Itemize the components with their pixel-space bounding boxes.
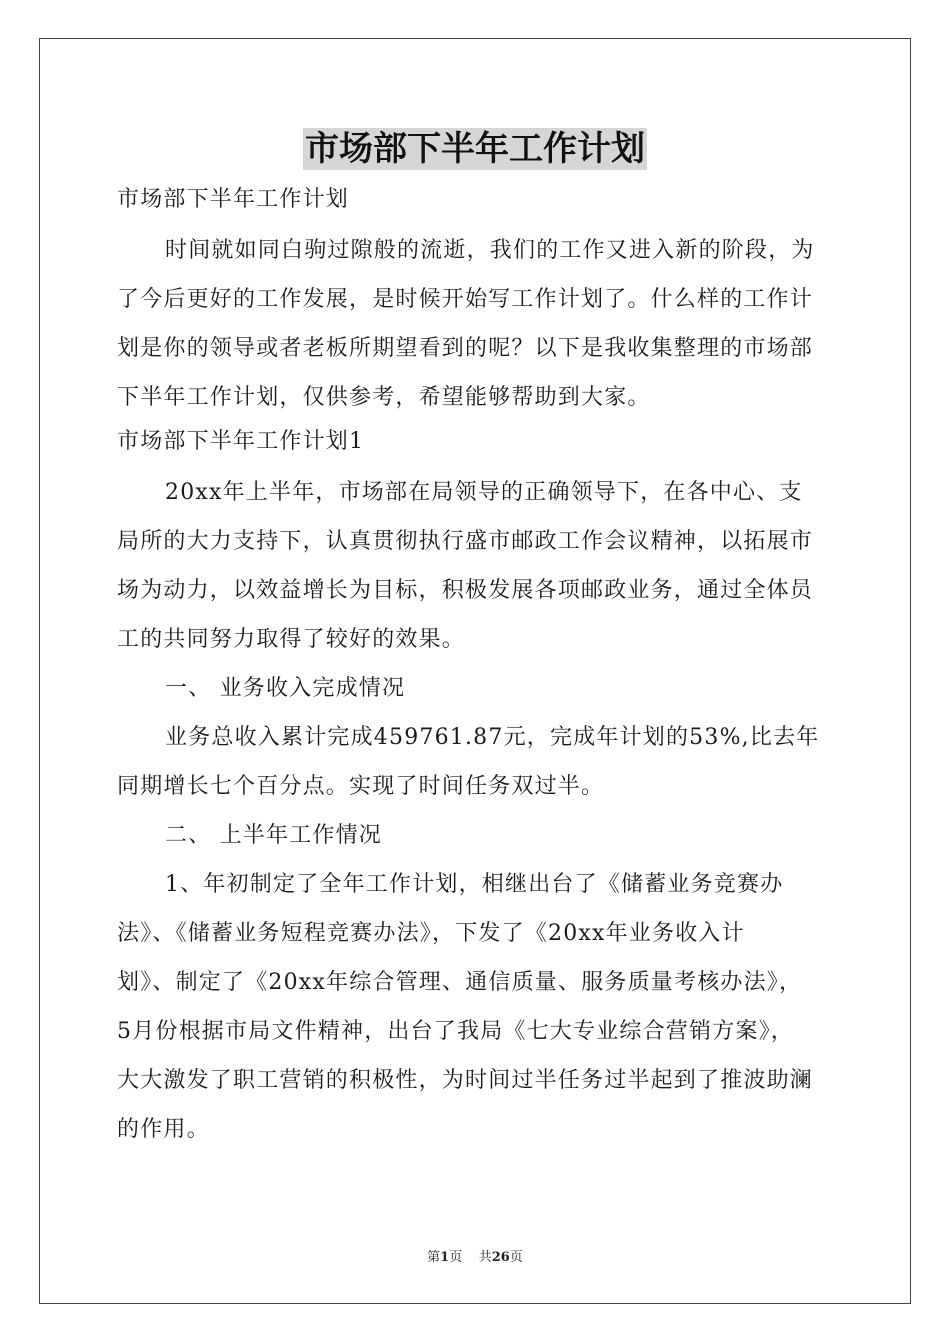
page-footer — [0, 1246, 950, 1265]
paragraph-line: 下半年工作计划，仅供参考，希望能够帮助到大家。 — [117, 385, 651, 410]
paragraph-line: 1、年初制定了全年工作计划，相继出台了《储蓄业务竞赛办 — [165, 872, 784, 897]
paragraph-line: 业务总收入累计完成459761.87元，完成年计划的53%,比去年 — [165, 725, 820, 750]
paragraph-line: 划是你的领导或者老板所期望看到的呢？以下是我收集整理的市场部 — [117, 336, 814, 361]
paragraph-line: 5月份根据市局文件精神，出台了我局《七大专业综合营销方案》， — [117, 1019, 794, 1044]
paragraph-line: 场为动力，以效益增长为目标，积极发展各项邮政业务，通过全体员 — [117, 578, 814, 603]
paragraph-line: 大大激发了职工营销的积极性，为时间过半任务过半起到了推波助澜 — [117, 1068, 814, 1093]
section-heading: 市场部下半年工作计划1 — [117, 429, 365, 454]
paragraph-line: 了今后更好的工作发展，是时候开始写工作计划了。什么样的工作计 — [117, 287, 814, 312]
subtitle-line: 市场部下半年工作计划 — [117, 187, 350, 212]
paragraph-line: 的作用。 — [117, 1117, 210, 1142]
paragraph-line: 工的共同努力取得了较好的效果。 — [117, 627, 466, 652]
page-suffix: 页 — [449, 1250, 463, 1265]
subheading-line: 二、 上半年工作情况 — [165, 823, 382, 848]
total-suffix: 页 — [509, 1250, 523, 1265]
title-container — [0, 128, 950, 170]
paragraph-line: 20xx年上半年，市场部在局领导的正确领导下，在各中心、支 — [165, 480, 803, 505]
paragraph-line: 划》、制定了《20xx年综合管理、通信质量、服务质量考核办法》， — [117, 970, 803, 995]
document-body — [117, 180, 839, 1154]
total-prefix: 共 — [478, 1250, 492, 1265]
page-number: 1 — [440, 1250, 450, 1265]
page-prefix: 第 — [427, 1250, 441, 1265]
paragraph-line: 同期增长七个百分点。实现了时间任务双过半。 — [117, 774, 605, 799]
paragraph-line: 局所的大力支持下，认真贯彻执行盛市邮政工作会议精神，以拓展市 — [117, 529, 814, 554]
paragraph-line: 时间就如同白驹过隙般的流逝，我们的工作又进入新的阶段，为 — [165, 238, 815, 263]
subheading-line: 一、 业务收入完成情况 — [165, 676, 406, 701]
document-title: 市场部下半年工作计划 — [305, 129, 645, 169]
total-pages: 26 — [491, 1250, 510, 1265]
paragraph-line: 法》、《储蓄业务短程竞赛办法》，下发了《20xx年业务收入计 — [117, 921, 745, 946]
